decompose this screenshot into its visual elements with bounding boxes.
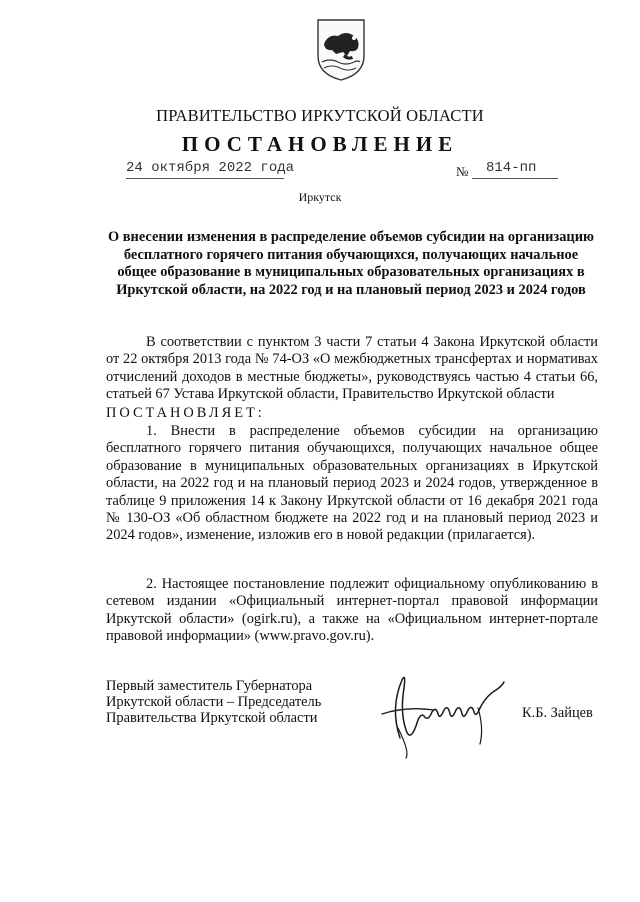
decree-number: 814-пп: [486, 160, 537, 176]
signatory-title: [106, 678, 321, 726]
government-name: ПРАВИТЕЛЬСТВО ИРКУТСКОЙ ОБЛАСТИ: [156, 106, 484, 125]
signatory-title-line-3: Правительства Иркутской области: [106, 710, 318, 726]
item-1-paragraph: 1. Внести в распределение объемов субсидии на организацию бесплатного горячего питания обучающихся, получающих начальное общее образование в муниципальных образовательных организациях в Иркутской области, на 2022 год и на плановый период 2023 и 2024 годов, утвержденное в таблице 9 приложения 14 к Закону Иркутской области от 16 декабря 2021 года № 130-ОЗ «Об областном бюджете на 2022 год и на плановый период 2023 и 2024 годов», изменение, изложив его в новой редакции (прилагается).: [106, 423, 598, 544]
handwritten-signature: [376, 668, 512, 760]
decree-subject: О внесении изменения в распределение объемов субсидии на организацию бесплатного горячего питания обучающихся, получающих начальное общее образование в муниципальных образовательных организациях в Иркутской области, на 2022 год и на плановый период 2023 и 2024 годов: [107, 229, 594, 298]
preamble-paragraph: В соответствии с пунктом 3 части 7 статьи 4 Закона Иркутской области от 22 октября 2013 года № 74-ОЗ «О межбюджетных трансфертах и нормативах отчислений доходов в местные бюджеты», руководствуясь частью 4 статьи 66, статьей 67 Устава Иркутской области, Правительство Иркутской области: [106, 334, 598, 403]
item-2-paragraph: 2. Настоящее постановление подлежит официальному опубликованию в сетевом издании «Официальный интернет-портал правовой информации Иркутской области» (ogirk.ru), а также на «Официальном интернет-портале правовой информации» (www.pravo.gov.ru).: [106, 576, 598, 645]
number-underline: [472, 178, 558, 179]
date-underline: [126, 178, 284, 179]
number-sign: №: [456, 164, 469, 179]
signatory-name: К.Б. Зайцев: [522, 705, 593, 721]
signatory-title-line-1: Первый заместитель Губернатора: [106, 678, 313, 694]
decree-date: 24 октября 2022 года: [126, 160, 295, 176]
document-type-title: ПОСТАНОВЛЕНИЕ: [181, 132, 459, 156]
signatory-title-line-2: Иркутской области – Председатель: [106, 694, 322, 710]
resolves-heading: ПОСТАНОВЛЯЕТ:: [106, 405, 265, 421]
city-name: Иркутск: [298, 190, 342, 204]
irkutsk-coat-of-arms-icon: [316, 18, 366, 82]
